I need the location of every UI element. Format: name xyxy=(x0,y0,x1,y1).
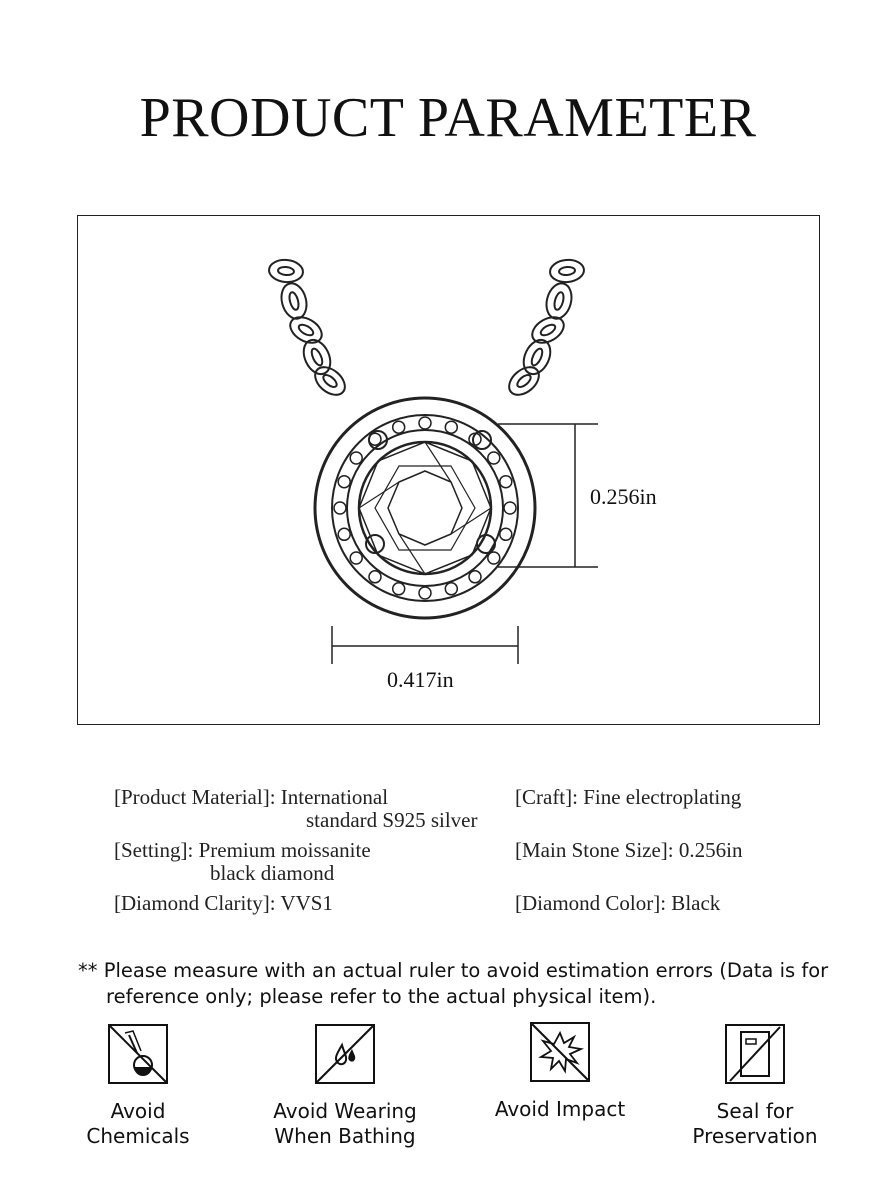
halo-stone xyxy=(488,452,500,464)
halo-stone xyxy=(445,583,457,595)
halo-stone xyxy=(350,552,362,564)
width-dimension xyxy=(332,626,518,664)
care-label-chemicals: Avoid Chemicals xyxy=(86,1099,190,1148)
spec-craft: [Craft]: Fine electroplating xyxy=(515,785,742,809)
halo-stone xyxy=(393,421,405,433)
avoid-chemicals-icon xyxy=(107,1023,169,1085)
height-dimension xyxy=(498,424,598,567)
care-avoid-bathing xyxy=(245,1023,445,1149)
right-chain xyxy=(504,259,585,401)
care-avoid-chemicals xyxy=(38,1023,238,1149)
product-diagram xyxy=(77,215,820,725)
care-label-impact: Avoid Impact xyxy=(494,1097,626,1121)
care-label-bathing: Avoid Wearing When Bathing xyxy=(273,1099,417,1148)
spec-setting xyxy=(114,839,371,885)
seal-icon xyxy=(724,1023,786,1085)
spec-setting-label: [Setting]: xyxy=(114,838,194,862)
halo-stone xyxy=(500,528,512,540)
note-line-1: ** Please measure with an actual ruler to avoid estimation errors (Data is for xyxy=(78,959,829,982)
halo-stone xyxy=(469,571,481,583)
measurement-note xyxy=(78,958,838,1010)
spec-material-value: International xyxy=(280,785,389,809)
spec-setting-value-cont: black diamond xyxy=(210,861,335,885)
page-title: PRODUCT PARAMETER xyxy=(139,87,757,149)
width-label: 0.417in xyxy=(387,667,454,692)
left-chain xyxy=(268,259,350,401)
necklace-illustration xyxy=(78,216,821,726)
halo-stone xyxy=(393,583,405,595)
halo-stone xyxy=(338,476,350,488)
avoid-impact-icon xyxy=(529,1021,591,1083)
halo-stone xyxy=(504,502,516,514)
care-avoid-impact xyxy=(460,1021,660,1122)
spec-stone-size: [Main Stone Size]: 0.256in xyxy=(515,838,743,862)
halo-stone xyxy=(338,528,350,540)
halo-stone xyxy=(419,417,431,429)
spec-clarity: [Diamond Clarity]: VVS1 xyxy=(114,891,333,915)
halo-stone xyxy=(445,421,457,433)
avoid-bathing-icon xyxy=(314,1023,376,1085)
halo-stone xyxy=(488,552,500,564)
spec-color: [Diamond Color]: Black xyxy=(515,891,721,915)
spec-material-label: [Product Material]: xyxy=(114,785,276,809)
pendant xyxy=(315,398,535,618)
note-line-2: reference only; please refer to the actual physical item). xyxy=(106,985,657,1008)
height-label: 0.256in xyxy=(590,484,657,509)
halo-stone xyxy=(334,502,346,514)
spec-material xyxy=(114,786,477,832)
halo-stone xyxy=(350,452,362,464)
spec-material-value-cont: standard S925 silver xyxy=(306,808,478,832)
care-label-seal: Seal for Preservation xyxy=(692,1099,818,1148)
halo-stone xyxy=(369,571,381,583)
halo-stone xyxy=(419,587,431,599)
care-seal xyxy=(655,1023,855,1149)
halo-stone xyxy=(500,476,512,488)
spec-setting-value: Premium moissanite xyxy=(198,838,371,862)
